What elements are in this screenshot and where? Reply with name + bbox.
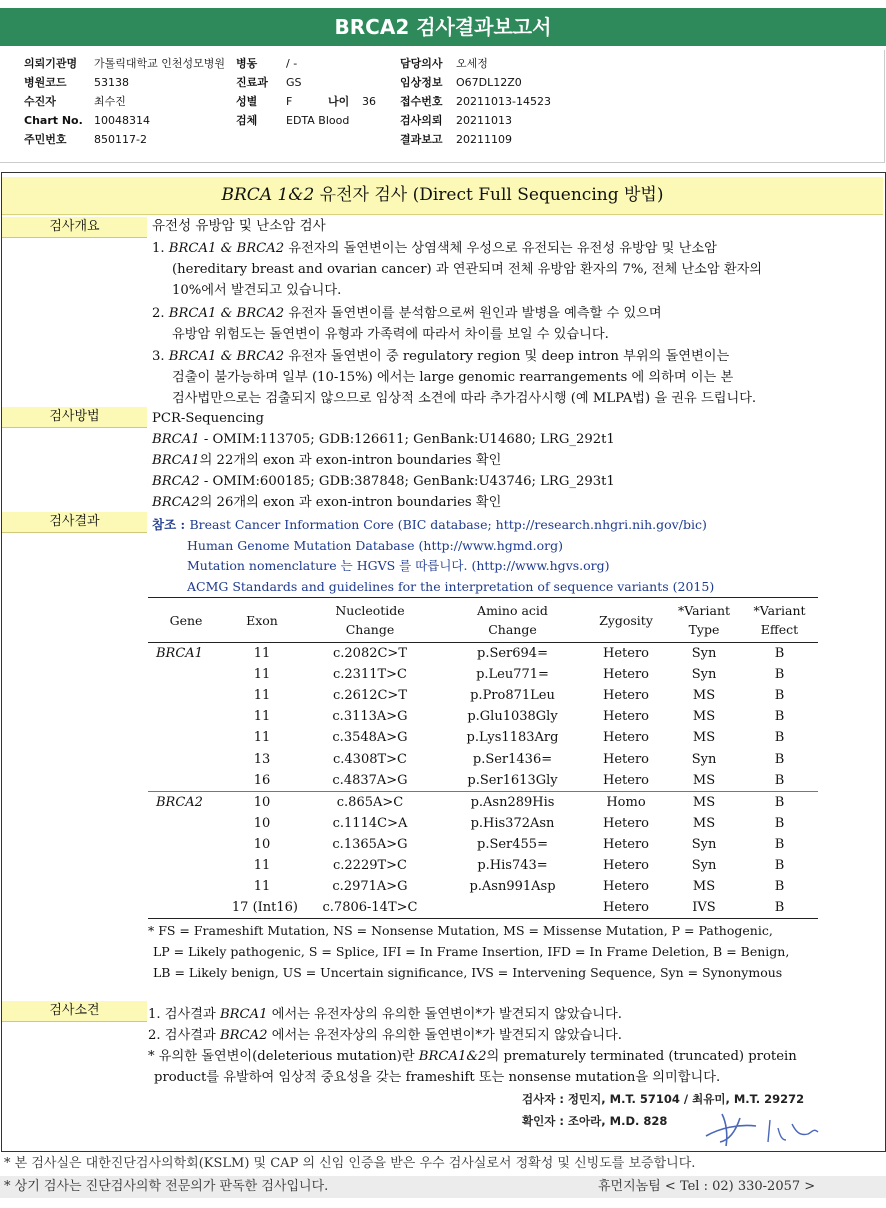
table-row: 17 (Int16) c.7806-14T>C Hetero IVS B <box>148 897 818 919</box>
table-row: 10 c.1114C>A p.His372Asn Hetero MS B <box>253 815 785 831</box>
section-overview-label: 검사개요 <box>2 217 147 238</box>
variant-table <box>148 597 818 919</box>
table-row: BRCA1 11 c.2082C>T p.Ser694= Hetero Syn B <box>156 646 785 662</box>
reference-list: 참조 : Breast Cancer Information Core (BIC database; http://research.nhgri.nih.gov/bic) Human Genome Mutation Database (http://www.hgmd.org) Mutation nomenclature 는 HGVS 를 따릅니다. (http://www.hgvs.org) ACMG Standards and guidelines for the interpretation of sequence variants (2015) <box>152 517 715 594</box>
col-amino-acid: Amino acid Change <box>440 598 585 643</box>
table-row: BRCA2 10 c.865A>C p.Asn289His Homo MS B <box>148 791 818 813</box>
examiner-line: 검사자 : 정민지, M.T. 57104 / 최유미, M.T. 29272 <box>522 1092 805 1106</box>
table-row: 10 c.1365A>G p.Ser455= Hetero Syn B <box>253 836 785 852</box>
col-exon: Exon <box>224 598 300 643</box>
method-block: PCR-Sequencing BRCA1 - OMIM:113705; GDB:126611; GenBank:U14680; LRG_292t1 BRCA1의 22개의 exon 과 exon-intron boundaries 확인 BRCA2 - OMIM:600185; GDB:387848; GenBank:U43746; LRG_293t1 BRCA2의 26개의 exon 과 exon-intron boundaries 확인 <box>152 411 615 510</box>
table-row: 11 c.3548A>G p.Lys1183Arg Hetero MS B <box>253 730 785 746</box>
section-opinion-label: 검사소견 <box>2 1001 147 1022</box>
test-title: BRCA 1&2 유전자 검사 (Direct Full Sequencing 방법) <box>2 177 883 215</box>
certification-note: * 본 검사실은 대한진단검사의학회(KSLM) 및 CAP 의 신임 인증을 받은 우수 검사실로서 정확성 및 신빙도를 보증합니다. <box>4 1156 696 1171</box>
table-header-row <box>148 598 818 643</box>
overview-heading: 유전성 유방암 및 난소암 검사 <box>152 218 326 234</box>
contact-info: 휴먼지놈팀 < Tel : 02) 330-2057 > <box>598 1179 816 1194</box>
interpretation-note: * 상기 검사는 진단검사의학 전문의가 판독한 검사입니다. <box>4 1179 329 1194</box>
table-row: 11 c.2311T>C p.Leu771= Hetero Syn B <box>253 667 785 683</box>
table-row: 11 c.2971A>G p.Asn991Asp Hetero MS B <box>253 879 785 895</box>
table-row: 11 c.3113A>G p.Glu1038Gly Hetero MS B <box>253 709 785 725</box>
overview-item-3: 3. BRCA1 & BRCA2 유전자 돌연변이 중 regulatory region 및 deep intron 부위의 돌연변이는 검출이 불가능하며 일부 (10-15%) 에서는 large genomic rearrangements 에 의하며 이는 본 검사법만으로는 검출되지 않으므로 임상적 소견에 따라 추가검사시행 (예 MLPA법) 을 권유 드립니다. <box>152 349 757 406</box>
abbreviation-notes: * FS = Frameshift Mutation, NS = Nonsense Mutation, MS = Missense Mutation, P = Pathogenic, LP = Likely pathogenic, S = Splice, IFI = In Frame Insertion, IFD = In Frame Deletion, B = Benign, LB = Likely benign, US = Uncertain significance, IVS = Intervening Sequence, Syn = Synonymous <box>148 923 790 980</box>
table-row: 13 c.4308T>C p.Ser1436= Hetero Syn B <box>253 751 785 767</box>
patient-info-col3: 담당의사 오세정 임상정보 O67DL12Z0 접수번호 20211013-14523 검사의뢰 20211013 결과보고 20211109 <box>400 57 551 146</box>
report-title: BRCA2 검사결과보고서 <box>0 8 886 46</box>
handwritten-signature-icon <box>700 1106 830 1152</box>
col-zygosity: Zygosity <box>585 598 667 643</box>
overview-item-2: 2. BRCA1 & BRCA2 유전자 돌연변이를 분석함으로써 원인과 발병을 예측할 수 있으며 유방암 위험도는 돌연변이 유형과 가족력에 따라서 차이를 보일 수 있습니다. <box>152 306 662 342</box>
overview-item-1: 1. BRCA1 & BRCA2 유전자의 돌연변이는 상염색체 우성으로 유전되는 유전성 유방암 및 난소암 (hereditary breast and ovarian cancer) 과 연관되며 전체 유방암 환자의 7%, 전체 난소암 환자의 10%에서 발견되고 있습니다. <box>152 241 763 298</box>
table-row: 16 c.4837A>G p.Ser1613Gly Hetero MS B <box>253 772 785 788</box>
opinion-block: 1. 검사결과 BRCA1 에서는 유전자상의 유의한 돌연변이*가 발견되지 않았습니다. 2. 검사결과 BRCA2 에서는 유전자상의 유의한 돌연변이*가 발견되지 않았습니다. * 유의한 돌연변이(deleterious mutation)란 BRCA1&2의 prematurely terminated (truncated) protein product를 유발하여 임상적 중요성을 갖는 frameshift 또는 nonsense mutation을 의미합니다. <box>148 1007 797 1085</box>
table-row: 11 c.2229T>C p.His743= Hetero Syn B <box>253 857 785 873</box>
col-gene: Gene <box>148 598 224 643</box>
patient-info-col2: 병동 / - 진료과 GS 성별 F 나이 36 검체 EDTA Blood <box>236 57 376 127</box>
patient-info-col1: 의뢰기관명 가톨릭대학교 인천성모병원 병원코드 53138 수진자 최수진 Chart No. 10048314 주민번호 850117-2 <box>24 57 226 146</box>
col-nucleotide: Nucleotide Change <box>300 598 440 643</box>
confirmer-line: 확인자 : 조아라, M.D. 828 <box>522 1114 668 1128</box>
section-result-label: 검사결과 <box>2 512 147 533</box>
section-method-label: 검사방법 <box>2 407 147 428</box>
col-variant-type: *Variant Type <box>667 598 741 643</box>
table-row: 11 c.2612C>T p.Pro871Leu Hetero MS B <box>253 688 785 704</box>
col-variant-effect: *Variant Effect <box>741 598 818 643</box>
